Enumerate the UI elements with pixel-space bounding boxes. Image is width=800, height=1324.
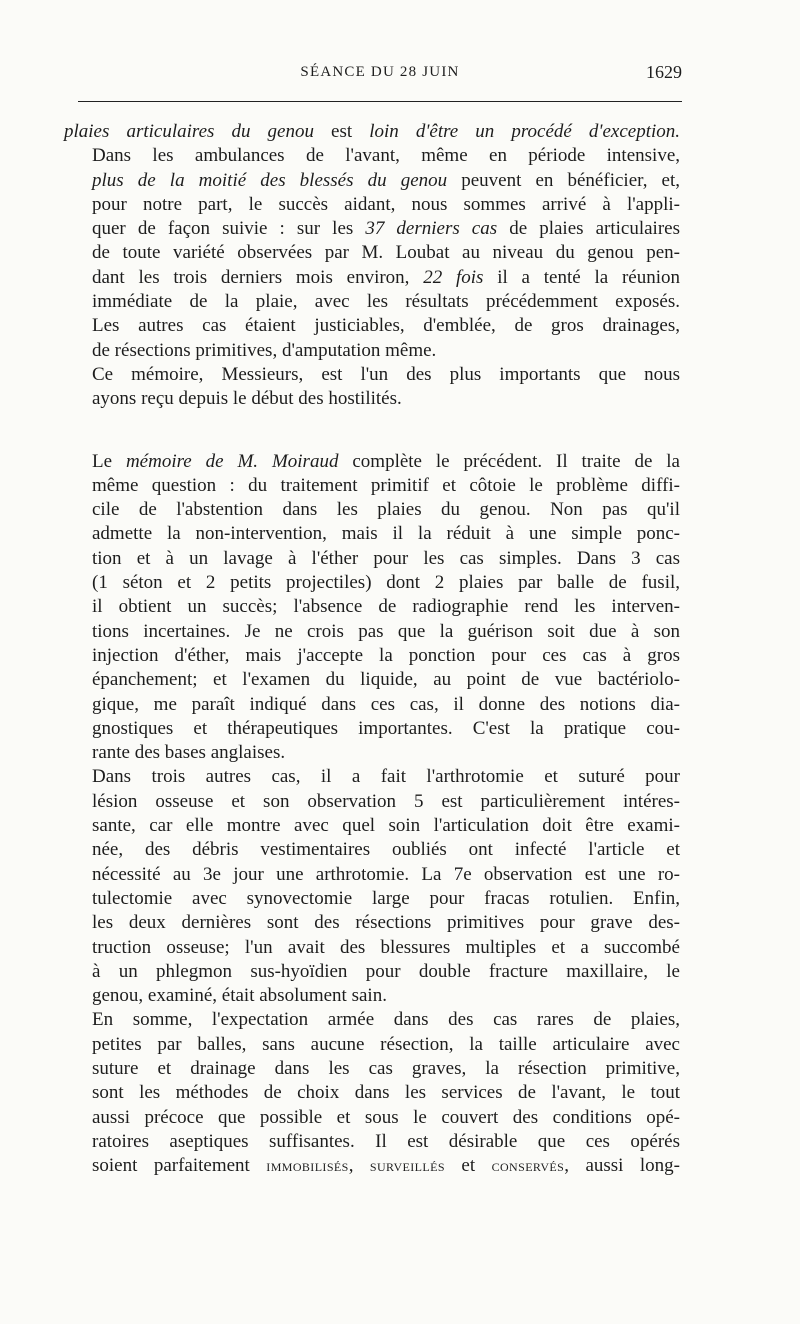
small-caps-word: conservés [491,1156,565,1176]
text-line [64,266,680,290]
text-run: quer de façon suivie : sur les [92,218,366,240]
paragraph-continuation [64,120,680,144]
text-line: Dans les ambulances de l'avant, même en période intensive, [92,145,680,167]
text-line [64,450,680,474]
text-line: genou, examiné, était absolument sain. [92,985,387,1007]
text-line: sante, car elle montre avec quel soin l'articulation doit être exami- [92,815,680,837]
text-line: suture et drainage dans les cas graves, la résection primitive, [92,1057,680,1079]
text-run: complète le précédent. Il traite de la [338,450,680,472]
text-run: et [444,1155,492,1177]
italic-phrase: mémoire de M. Moiraud [125,450,339,472]
text-run: soient parfaitement [92,1155,267,1177]
text-line: petites par balles, sans aucune résection, la taille articulaire avec [92,1033,680,1055]
text-line: de résections primitives, d'amputation même. [92,339,437,361]
text-run: , aussi long- [564,1155,680,1177]
text-line: immédiate de la plaie, avec les résultats précédemment exposés. [92,291,680,313]
text-line: truction osseuse; l'un avait des blessures multiples et a succombé [92,936,680,958]
text-run: , [348,1155,370,1177]
text-line: pour notre part, le succès aidant, nous sommes arrivé à l'appli- [92,193,680,215]
text-line: aussi précoce que possible et sous le couvert des conditions opé- [92,1106,680,1128]
small-caps-word: surveillés [369,1156,445,1176]
italic-phrase: plaies articulaires du genou [64,121,314,142]
text-line: nécessité au 3e jour une arthrotomie. La 7e observation est une ro- [92,863,680,885]
text-line: Les autres cas étaient justiciables, d'emblée, de gros drainages, [92,315,680,337]
page-number: 1629 [646,62,682,82]
text-line [64,217,680,241]
text-line: Ce mémoire, Messieurs, est l'un des plus importants que nous [92,363,680,385]
text-run: est [313,121,370,142]
text-line [64,169,680,193]
text-line: gique, me paraît indiqué dans ces cas, il donne des notions dia- [92,693,680,715]
text-line: même question : du traitement primitif et côtoie le problème diffi- [92,474,680,496]
text-line: les deux dernières sont des résections primitives pour grave des- [92,912,680,934]
paragraph-memoire-important [64,363,680,412]
section-spacer [64,412,680,450]
text-run: Le [92,450,126,472]
paragraph-arthrotomie [64,765,680,1008]
text-line: injection d'éther, mais j'accepte la ponction pour ces cas à gros [92,644,680,666]
text-line: cile de l'abstention dans les plaies du genou. Non pas qu'il [92,499,680,521]
text-line: sont les méthodes de choix dans les services de l'avant, le tout [92,1082,680,1104]
text-line: tions incertaines. Je ne crois pas que la guérison soit due à son [92,620,680,642]
text-line: gnostiques et thérapeutiques importantes. C'est la pratique cou- [92,717,680,739]
body-text [64,120,680,1178]
text-run: dant les trois derniers mois environ, [92,266,424,288]
text-line: rante des bases anglaises. [92,742,286,764]
text-line: (1 séton et 2 petits projectiles) dont 2 plaies par balle de fusil, [92,572,680,594]
text-run: il a tenté la réunion [483,266,680,288]
italic-phrase: loin d'être un procédé d'exception. [369,121,680,142]
text-line: tion et à un lavage à l'éther pour les cas simples. Dans 3 cas [92,547,680,569]
header-rule [78,101,682,102]
text-run: peuvent en bénéficier, et, [447,169,680,191]
text-line [64,1154,680,1178]
text-line: ratoires aseptiques suffisantes. Il est désirable que ces opérés [92,1130,680,1152]
paragraph-ambulances [64,144,680,363]
text-line: tulectomie avec synovectomie large pour fracas rotulien. Enfin, [92,887,680,909]
italic-phrase: 37 derniers cas [365,218,498,240]
text-line: née, des débris vestimentaires oubliés ont infecté l'article et [92,839,680,861]
text-line [64,120,680,144]
paragraph-en-somme [64,1008,680,1178]
text-line: admette la non-intervention, mais il la réduit à une simple ponc- [92,523,680,545]
running-title: SÉANCE DU 28 JUIN [300,64,460,80]
text-line: de toute variété observées par M. Loubat au niveau du genou pen- [92,242,680,264]
text-line: épanchement; et l'examen du liquide, au point de vue bactériolo- [92,669,680,691]
small-caps-word: immobilisés [266,1156,349,1176]
text-line: ayons reçu depuis le début des hostilités. [92,388,402,410]
italic-phrase: plus de la moitié des blessés du genou [92,169,448,191]
italic-phrase: 22 fois [423,266,484,288]
text-run: de plaies articulaires [497,218,680,240]
text-line: il obtient un succès; l'absence de radiographie rend les interven- [92,596,680,618]
paragraph-moiraud [64,450,680,766]
running-header [78,64,682,88]
text-line: lésion osseuse et son observation 5 est particulièrement intéres- [92,790,680,812]
text-line: En somme, l'expectation armée dans des cas rares de plaies, [92,1009,680,1031]
text-line: Dans trois autres cas, il a fait l'arthrotomie et suturé pour [92,766,680,788]
text-line: à un phlegmon sus-hyoïdien pour double fracture maxillaire, le [92,960,680,982]
